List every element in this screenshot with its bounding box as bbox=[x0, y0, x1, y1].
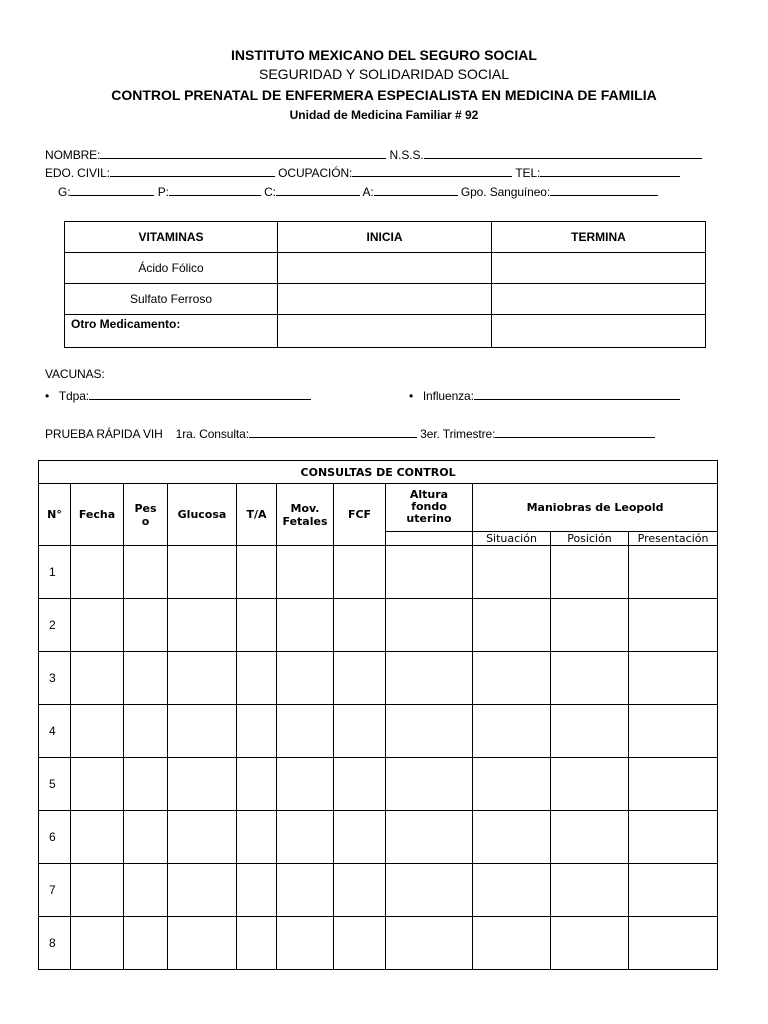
tdpa-row bbox=[45, 387, 311, 403]
row-number: 1 bbox=[39, 546, 71, 599]
table-cell[interactable] bbox=[237, 705, 277, 758]
bullet-icon: • bbox=[45, 389, 50, 403]
nombre-field[interactable] bbox=[100, 146, 386, 159]
col-posicion: Posición bbox=[551, 531, 629, 545]
row-number: 7 bbox=[39, 864, 71, 917]
table-cell[interactable] bbox=[168, 705, 237, 758]
table-cell[interactable] bbox=[71, 705, 124, 758]
table-cell[interactable] bbox=[551, 811, 629, 864]
table-row bbox=[39, 917, 718, 970]
col-fcf: FCF bbox=[334, 484, 386, 546]
otro-medicamento-termina[interactable] bbox=[492, 315, 706, 348]
tercer-trimestre-field[interactable] bbox=[495, 425, 655, 438]
table-cell[interactable] bbox=[386, 917, 473, 970]
table-cell[interactable] bbox=[277, 546, 334, 599]
table-cell[interactable] bbox=[237, 864, 277, 917]
form-title: CONTROL PRENATAL DE ENFERMERA ESPECIALISTA EN MEDICINA DE FAMILIA bbox=[111, 87, 657, 103]
table-cell[interactable] bbox=[473, 705, 551, 758]
table-cell[interactable] bbox=[629, 599, 718, 652]
table-cell[interactable] bbox=[124, 917, 168, 970]
row-gpca bbox=[58, 183, 658, 199]
table-cell[interactable] bbox=[71, 652, 124, 705]
table-cell[interactable] bbox=[551, 546, 629, 599]
table-cell[interactable] bbox=[124, 546, 168, 599]
table-cell[interactable] bbox=[473, 864, 551, 917]
g-label: G: bbox=[58, 185, 71, 199]
table-cell[interactable] bbox=[334, 652, 386, 705]
col-n: N° bbox=[39, 484, 71, 546]
table-cell[interactable] bbox=[277, 599, 334, 652]
table-cell[interactable] bbox=[551, 758, 629, 811]
table-cell[interactable] bbox=[237, 546, 277, 599]
table-cell[interactable] bbox=[71, 864, 124, 917]
table-cell[interactable] bbox=[386, 758, 473, 811]
a-field[interactable] bbox=[374, 183, 458, 196]
table-cell[interactable] bbox=[237, 917, 277, 970]
col-altura-fondo-uterino: Altura fondo uterino bbox=[386, 484, 473, 532]
col-leopold: Maniobras de Leopold bbox=[473, 484, 718, 532]
table-cell[interactable] bbox=[277, 758, 334, 811]
inicia-header: INICIA bbox=[278, 222, 492, 253]
row-number: 4 bbox=[39, 705, 71, 758]
vitamin-acido-folico: Ácido Fólico bbox=[65, 253, 278, 284]
table-cell[interactable] bbox=[386, 864, 473, 917]
table-cell[interactable] bbox=[551, 599, 629, 652]
table-cell[interactable] bbox=[168, 811, 237, 864]
row-number: 8 bbox=[39, 917, 71, 970]
influenza-field[interactable] bbox=[474, 387, 680, 400]
p-label: P: bbox=[157, 185, 169, 199]
col-situacion: Situación bbox=[473, 531, 551, 545]
table-cell[interactable] bbox=[277, 917, 334, 970]
table-cell[interactable] bbox=[334, 917, 386, 970]
tercer-trimestre-label: 3er. Trimestre: bbox=[420, 427, 496, 441]
table-row bbox=[39, 864, 718, 917]
tdpa-label: Tdpa: bbox=[58, 389, 89, 403]
col-mov-fetales: Mov. Fetales bbox=[277, 484, 334, 546]
motto: SEGURIDAD Y SOLIDARIDAD SOCIAL bbox=[259, 66, 509, 82]
table-cell[interactable] bbox=[629, 811, 718, 864]
consultas-table bbox=[38, 460, 718, 970]
vitamin-sulfato-ferroso: Sulfato Ferroso bbox=[65, 284, 278, 315]
acido-folico-termina[interactable] bbox=[492, 253, 706, 284]
table-cell[interactable] bbox=[473, 758, 551, 811]
table-cell[interactable] bbox=[168, 599, 237, 652]
c-field[interactable] bbox=[276, 183, 360, 196]
row-number: 6 bbox=[39, 811, 71, 864]
table-cell[interactable] bbox=[334, 705, 386, 758]
table-cell[interactable] bbox=[386, 599, 473, 652]
ocupacion-label: OCUPACIÓN: bbox=[278, 166, 353, 180]
table-cell[interactable] bbox=[168, 917, 237, 970]
table-cell[interactable] bbox=[629, 917, 718, 970]
table-cell[interactable] bbox=[277, 864, 334, 917]
table-cell[interactable] bbox=[629, 864, 718, 917]
row-edo-civil bbox=[45, 164, 680, 180]
nombre-label: NOMBRE: bbox=[45, 148, 101, 162]
table-cell[interactable] bbox=[277, 652, 334, 705]
row-number: 2 bbox=[39, 599, 71, 652]
table-cell[interactable] bbox=[168, 652, 237, 705]
table-cell[interactable] bbox=[473, 652, 551, 705]
col-ta: T/A bbox=[237, 484, 277, 546]
table-cell[interactable] bbox=[237, 652, 277, 705]
table-cell[interactable] bbox=[168, 864, 237, 917]
table-cell[interactable] bbox=[386, 652, 473, 705]
nss-field[interactable] bbox=[424, 146, 702, 159]
table-cell[interactable] bbox=[629, 652, 718, 705]
table-cell[interactable] bbox=[334, 599, 386, 652]
acido-folico-inicia[interactable] bbox=[278, 253, 492, 284]
table-cell[interactable] bbox=[71, 917, 124, 970]
tel-label: TEL: bbox=[515, 166, 541, 180]
sulfato-ferroso-inicia[interactable] bbox=[278, 284, 492, 315]
altura-sub-blank bbox=[386, 531, 473, 545]
vitaminas-header: VITAMINAS bbox=[65, 222, 278, 253]
table-row bbox=[39, 705, 718, 758]
table-cell[interactable] bbox=[473, 917, 551, 970]
table-cell[interactable] bbox=[168, 546, 237, 599]
table-cell[interactable] bbox=[629, 705, 718, 758]
primera-consulta-field[interactable] bbox=[249, 425, 417, 438]
table-cell[interactable] bbox=[71, 811, 124, 864]
edo-civil-label: EDO. CIVIL: bbox=[45, 166, 110, 180]
table-cell[interactable] bbox=[71, 758, 124, 811]
table-cell[interactable] bbox=[71, 546, 124, 599]
ocupacion-field[interactable] bbox=[352, 164, 512, 177]
g-field[interactable] bbox=[70, 183, 154, 196]
consultas-title: CONSULTAS DE CONTROL bbox=[39, 461, 718, 484]
col-fecha: Fecha bbox=[71, 484, 124, 546]
col-glucosa: Glucosa bbox=[168, 484, 237, 546]
table-cell[interactable] bbox=[386, 546, 473, 599]
table-cell[interactable] bbox=[124, 811, 168, 864]
table-cell[interactable] bbox=[551, 705, 629, 758]
otro-medicamento-label: Otro Medicamento: bbox=[65, 315, 278, 348]
influenza-row bbox=[409, 387, 680, 403]
table-cell[interactable] bbox=[551, 917, 629, 970]
col-peso: Pes o bbox=[124, 484, 168, 546]
table-cell[interactable] bbox=[386, 811, 473, 864]
table-cell[interactable] bbox=[386, 705, 473, 758]
table-cell[interactable] bbox=[334, 546, 386, 599]
gpo-field[interactable] bbox=[550, 183, 658, 196]
table-row bbox=[39, 546, 718, 599]
table-cell[interactable] bbox=[124, 652, 168, 705]
tel-field[interactable] bbox=[540, 164, 680, 177]
table-row bbox=[39, 758, 718, 811]
influenza-label: Influenza: bbox=[422, 389, 474, 403]
table-cell[interactable] bbox=[551, 652, 629, 705]
table-cell[interactable] bbox=[473, 599, 551, 652]
table-cell[interactable] bbox=[334, 811, 386, 864]
row-number: 3 bbox=[39, 652, 71, 705]
table-row bbox=[39, 652, 718, 705]
table-row bbox=[39, 599, 718, 652]
row-nombre bbox=[45, 146, 702, 162]
sulfato-ferroso-termina[interactable] bbox=[492, 284, 706, 315]
p-field[interactable] bbox=[169, 183, 261, 196]
table-cell[interactable] bbox=[277, 811, 334, 864]
table-cell[interactable] bbox=[629, 758, 718, 811]
vih-row bbox=[45, 425, 655, 441]
table-cell[interactable] bbox=[237, 811, 277, 864]
table-cell[interactable] bbox=[124, 705, 168, 758]
institution-title: INSTITUTO MEXICANO DEL SEGURO SOCIAL bbox=[231, 47, 537, 63]
table-cell[interactable] bbox=[334, 758, 386, 811]
table-cell[interactable] bbox=[473, 811, 551, 864]
vitamins-table bbox=[64, 221, 706, 348]
col-presentacion: Presentación bbox=[629, 531, 718, 545]
tdpa-field[interactable] bbox=[89, 387, 311, 400]
table-cell[interactable] bbox=[124, 599, 168, 652]
table-row bbox=[39, 811, 718, 864]
table-cell[interactable] bbox=[237, 758, 277, 811]
vacunas-label: VACUNAS: bbox=[45, 367, 105, 381]
row-number: 5 bbox=[39, 758, 71, 811]
table-cell[interactable] bbox=[277, 705, 334, 758]
bullet-icon: • bbox=[409, 389, 414, 403]
a-label: A: bbox=[362, 185, 374, 199]
c-label: C: bbox=[264, 185, 276, 199]
table-cell[interactable] bbox=[168, 758, 237, 811]
table-cell[interactable] bbox=[124, 864, 168, 917]
table-cell[interactable] bbox=[473, 546, 551, 599]
table-cell[interactable] bbox=[237, 599, 277, 652]
termina-header: TERMINA bbox=[492, 222, 706, 253]
table-cell[interactable] bbox=[629, 546, 718, 599]
table-cell[interactable] bbox=[124, 758, 168, 811]
unit-name: Unidad de Medicina Familiar # 92 bbox=[289, 108, 479, 122]
edo-civil-field[interactable] bbox=[110, 164, 275, 177]
otro-medicamento-inicia[interactable] bbox=[278, 315, 492, 348]
vih-label: PRUEBA RÁPIDA VIH bbox=[45, 427, 163, 441]
nss-label: N.S.S. bbox=[389, 148, 424, 162]
table-cell[interactable] bbox=[71, 599, 124, 652]
table-cell[interactable] bbox=[334, 864, 386, 917]
table-cell[interactable] bbox=[551, 864, 629, 917]
gpo-label: Gpo. Sanguíneo: bbox=[460, 185, 551, 199]
primera-consulta-label: 1ra. Consulta: bbox=[175, 427, 249, 441]
